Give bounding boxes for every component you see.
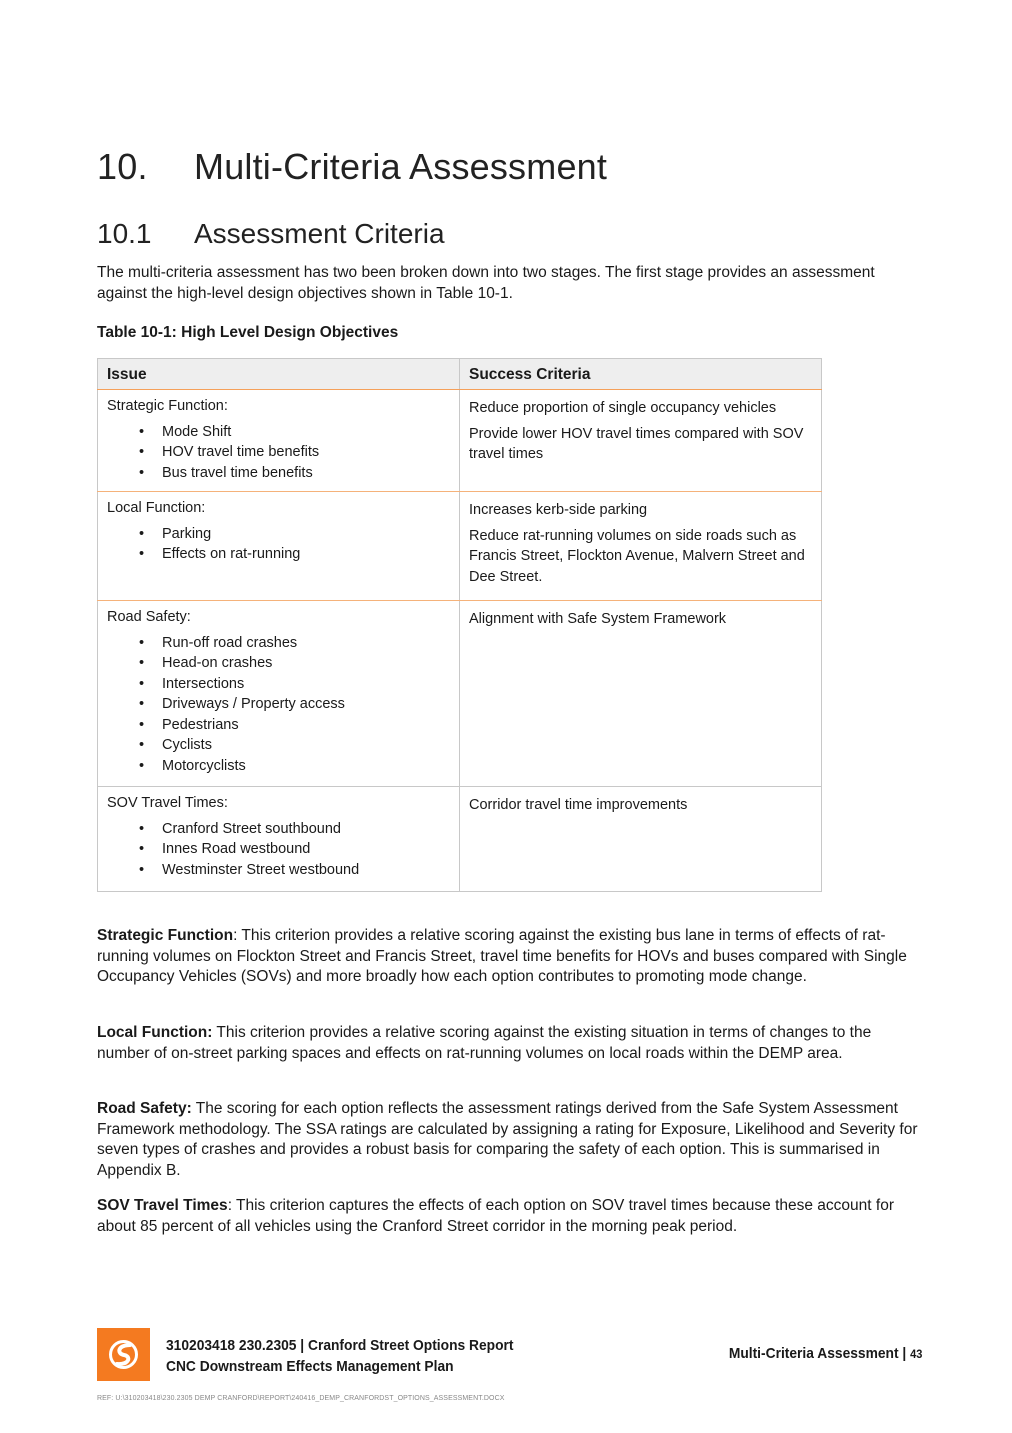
section-title: Assessment Criteria [194,218,445,249]
issue-cell [98,601,460,787]
issue-bullet: • Motorcyclists [107,756,450,777]
footer-section-page [728,1345,922,1362]
criteria-text: Provide lower HOV travel times compared with SOV travel times [469,425,804,462]
section-heading [97,218,445,250]
paragraph-strategic-function [97,926,922,988]
issue-bullet: • Innes Road westbound [107,839,450,860]
footer-report-line: 310203418 230.2305 | Cranford Street Options Report [166,1337,514,1354]
issue-title: Strategic Function: [107,398,228,414]
paragraph-text: The scoring for each option reflects the assessment ratings derived from the Safe System Assessment Framework methodology. The SSA ratings are calculated by assigning a rating for Exposure, Likelihood and Severity for seven types of crashes and provides a robust basis for comparing the safety of each option. This is summarised in Appendix B. [97,1100,918,1179]
criteria-text: Alignment with Safe System Framework [469,611,727,627]
criteria-text: Corridor travel time improvements [469,797,688,813]
chapter-number: 10. [97,146,148,187]
issue-cell [98,390,460,492]
issue-bullet: • Effects on rat-running [107,544,450,565]
design-objectives-table [97,358,822,892]
issue-title: Local Function: [107,500,206,516]
issue-cell [98,787,460,892]
paragraph-term: Road Safety: [97,1100,192,1117]
issue-bullet: • Run-off road crashes [107,633,450,654]
issue-bullet: • Mode Shift [107,422,450,443]
issue-bullet: • HOV travel time benefits [107,442,450,463]
paragraph-sov-travel-times [97,1196,922,1237]
chapter-heading [97,146,607,188]
issue-title: SOV Travel Times: [107,795,228,811]
issue-bullet: • Cyclists [107,735,450,756]
section-number: 10.1 [97,218,152,249]
criteria-cell [460,601,822,787]
criteria-cell [460,492,822,601]
criteria-cell [460,390,822,492]
table-header-issue: Issue [98,359,460,390]
issue-title: Road Safety: [107,609,191,625]
criteria-text: Increases kerb-side parking [469,502,648,518]
issue-bullet: • Head-on crashes [107,653,450,674]
issue-bullet: • Intersections [107,674,450,695]
table-row [98,787,822,892]
criteria-cell [460,787,822,892]
table-row [98,390,822,492]
table-row [98,492,822,601]
logo-mark-icon [97,1328,150,1381]
criteria-text: Reduce proportion of single occupancy vehicles [469,400,777,416]
paragraph-sep: : [227,1197,232,1214]
issue-bullet: • Westminster Street westbound [107,860,450,881]
paragraph-term: SOV Travel Times [97,1197,228,1214]
issue-bullet: • Bus travel time benefits [107,463,450,484]
paragraph-sep: : [233,927,238,944]
paragraph-text: This criterion provides a relative scoring against the existing bus lane in terms of effects of rat-running volumes on Flockton Street and Francis Street, travel time benefits for HOVs and buses compared with Single Occupancy Vehicles (SOVs) and more broadly how each option contributes to promoting mode change. [97,927,907,985]
paragraph-term: Local Function: [97,1024,213,1041]
intro-paragraph: The multi-criteria assessment has two been broken down into two stages. The first stage provides an assessment against the high-level design objectives shown in Table 10-1. [97,264,875,302]
paragraph-local-function [97,1023,922,1064]
issue-bullet: • Cranford Street southbound [107,819,450,840]
paragraph-text: This criterion provides a relative scoring against the existing situation in terms of changes to the number of on-street parking spaces and effects on rat-running volumes on local roads within the DEMP area. [97,1024,872,1062]
footer-plan-line: CNC Downstream Effects Management Plan [166,1358,454,1375]
issue-cell [98,492,460,601]
paragraph-text: This criterion captures the effects of each option on SOV travel times because these account for about 85 percent of all vehicles using the Cranford Street corridor in the morning peak period. [97,1197,894,1235]
paragraph-term: Strategic Function [97,927,234,944]
table-header-success-criteria: Success Criteria [460,359,822,390]
issue-bullet: • Pedestrians [107,715,450,736]
footer-section: Multi-Criteria Assessment | [728,1345,910,1362]
paragraph-road-safety [97,1099,922,1181]
footer-document-info [166,1335,513,1377]
criteria-text: Reduce rat-running volumes on side roads such as Francis Street, Flockton Avenue, Malvern Street and Dee Street. [469,527,805,585]
file-reference: REF: U:\310203418\230.2305 DEMP CRANFORD\REPORT\240416_DEMP_CRANFORDST_OPTIONS_ASSESSMENT.DOCX [97,1395,505,1402]
company-logo [97,1328,150,1381]
chapter-title: Multi-Criteria Assessment [194,146,608,187]
table-caption: Table 10-1: High Level Design Objectives [97,324,399,341]
issue-bullet: • Driveways / Property access [107,694,450,715]
page-number: 43 [909,1347,922,1361]
table-row [98,601,822,787]
issue-bullet: • Parking [107,524,450,545]
